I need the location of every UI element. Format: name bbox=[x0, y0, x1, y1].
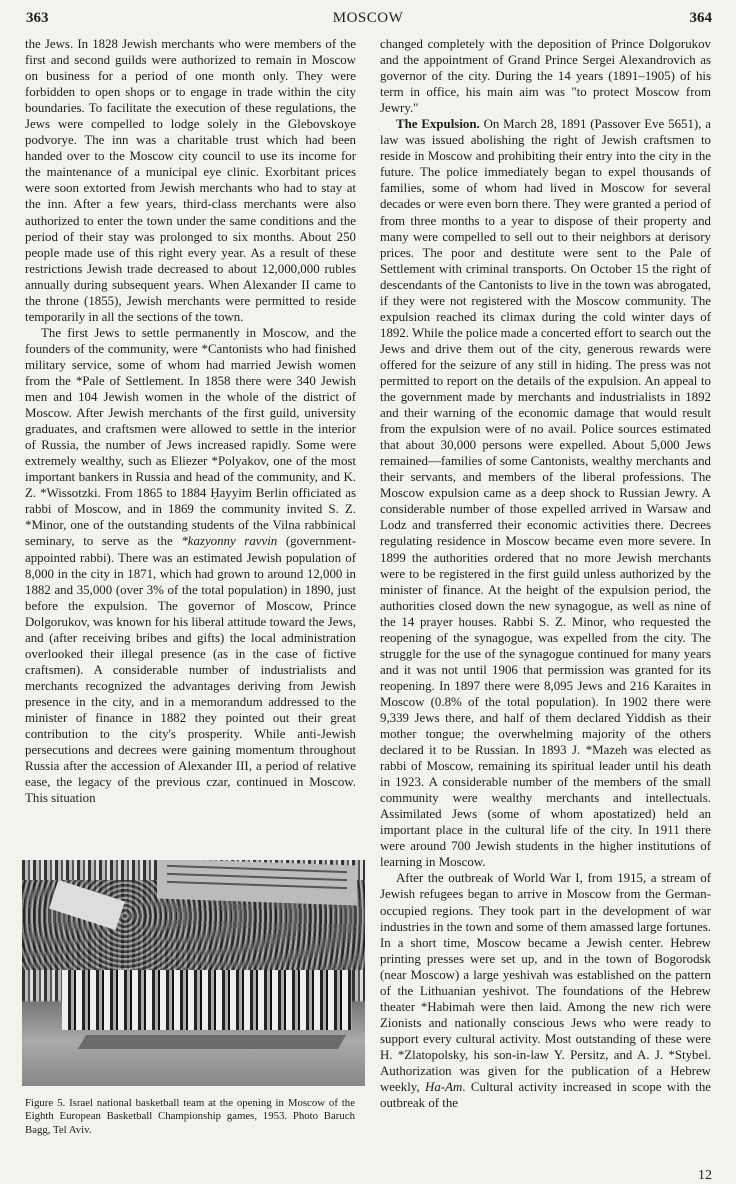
page-number-left: 363 bbox=[26, 10, 49, 26]
figure-photo bbox=[22, 860, 365, 1086]
photo-banner bbox=[157, 860, 357, 905]
paragraph: changed completely with the deposition of Prince Dolgorukov and the appointment of Grand Prince Sergei Alexandrovich as governor of the city. During the 14 years (1891–1905) of his term in office, his main aim was "to protect Moscow from Jewry." bbox=[380, 37, 711, 116]
paragraph-text: On March 28, 1891 (Passover Eve 5651), a law was issued abolishing the right of Jewish craftsmen to reside in Moscow and prohibiting their entry into the city in the future. The police immediately began to expel thousands of families, some of whom had lived in Moscow for several decades or were even born there. They were granted a period of from three months to a year to dispose of their property and many were compelled to sell out to their neighbors at derisory prices. The poor and destitute were sent to the Pale of Settlement with criminal transports. On October 15 the right of descendants of the Cantonists to live in the town was abrogated, if they were not registered with the Moscow community. The expulsion reached its climax during the cold winter days of 1892. While the police made a concerted effort to search out the Jews and drive them out of the city, generous rewards were offered for the seizure of any still in hiding. The press was not permitted to report on the details of the expulsion. An appeal to the government made by merchants and industrialists in 1892 and their warning of the economic damage that would result from the expulsion were of no avail. Police sources estimated that about 30,000 persons were expelled. About 5,000 Jews remained—families of some Cantonists, wealthy merchants and their servants, and members of the liberal professions. The Moscow expulsion came as a deep shock to Russian Jewry. A considerable number of those expelled arrived in Warsaw and Lodz and transferred their economic activities there. Decrees regulating residence in Moscow became even more severe. In 1899 the authorities ordered that no more Jewish merchants were to be registered in the first guild unless authorized by the minister of finance. At the height of the expulsion period, the authorities closed down the new synagogue, as well as nine of the 14 prayer houses. Rabbi S. Z. Minor, who requested the reopening of the synagogue, was expelled from the city. The struggle for the use of the synagogue continued for many years and it was not until 1906 that permission was granted for its reopening. In 1897 there were 8,095 Jews and 216 Karaites in Moscow (0.8% of the total population). In 1902 there were 9,339 Jews there, and half of them declared Yiddish as their mother tongue; the overwhelming majority of the others declared it to be Russian. In 1893 J. *Mazeh was elected as rabbi of Moscow, remaining its spiritual leader until his death in 1923. A considerable number of the members of the small community were wealthy merchants and intellectuals. Assimilated Jews (some of whom apostatized) held an important place in the cultural life of the city. In 1911 there were around 700 Jewish students in the higher institutions of learning in Moscow. bbox=[380, 117, 711, 870]
running-title: MOSCOW bbox=[332, 10, 404, 26]
page-number-right: 364 bbox=[689, 10, 712, 26]
paragraph-text: After the outbreak of World War I, from 1915, a stream of Jewish refugees began to arrive in Moscow from the German-occupied regions. They took part in the development of war industries in the town and some of them amassed large fortunes. In a short time, Moscow became a Jewish center. Hebrew printing presses were set up, and in the town of Bogorodsk (near Moscow) a large yeshivah was established on the pattern of the Lithuanian yeshivot. The foundations of the Hebrew theater *Habimah were then laid. Among the new rich were Zionists and nationally conscious Jews who were ready to support every cultural activity. Most outstanding of these were H. *Zlatopolsky, his son-in-law Y. Persitz, and A. J. *Stybel. Authorization was given for the publication of a Hebrew weekly, bbox=[380, 871, 711, 1095]
paragraph: the Jews. In 1828 Jewish merchants who were members of the first and second guilds were authorized to remain in Moscow on business for a period of one month only. They were forbidden to open shops or to engage in trade within the city boundaries. To facilitate the execution of these regulations, the Jews were compelled to lodge solely in the Glebovskoye podvorye. The inn was a charitable trust which had been handed over to the Moscow city council to use its income for the maintenance of a municipal eye clinic. Exorbitant prices were soon extorted from Jewish merchants who had to stay at the inn. After a few years, third-class merchants were also authorized to enter the town under the same conditions and the period of their stay was prolonged to six months. About 250 people made use of this right every year. As a result of these restrictions Jewish trade decreased to about 12,000,000 rubles annually during subsequent years. When Alexander II came to the throne (1855), Jewish merchants were permitted to reside temporarily in all the sections of the town. bbox=[25, 37, 356, 324]
italic-term: *kazyonny ravvin bbox=[181, 534, 278, 549]
signature-mark: 12 bbox=[698, 1168, 712, 1183]
left-column bbox=[25, 36, 356, 806]
photo-shadow bbox=[78, 1035, 346, 1049]
paragraph bbox=[380, 870, 711, 1111]
paragraph-text: (government-appointed rabbi). There was an estimated Jewish population of 8,000 in the city in 1871, which had grown to around 12,000 in 1882 and 35,000 (over 3% of the total population) in 1890, just before the expulsion. The governor of Moscow, Prince Dolgorukov, was known for his liberal attitude toward the Jews, and (after receiving bribes and gifts) the local administration overlooked their illegal presence (as in the case of fictive craftsmen). A considerable number of industrialists and merchants recognized the advantages deriving from Jewish presence in the city, and in a memorandum addressed to the minister of finance in 1882 they pointed out their great contribution to the city's prosperity. While anti-Jewish persecutions and decrees were gaining momentum throughout Russia after the accession of Alexander III, a period of relative ease, the legacy of the previous czar, continued in Moscow. This situation bbox=[25, 534, 356, 806]
paragraph-text: . Cultural activity increased in scope with the outbreak of the bbox=[380, 1080, 711, 1111]
paragraph bbox=[380, 116, 711, 870]
paragraph-text: The first Jews to settle permanently in Moscow, and the founders of the community, were *Cantonists who had finished military service, some of whom had married Jewish women from the *Pale of Settlement. In 1858 there were 340 Jewish men and 104 Jewish women in the whole of the district of Moscow. After Jewish merchants of the first guild, university graduates, and craftsmen were allowed to settle in the interior of Russia, the number of Jews increased rapidly. Some were extremely wealthy, such as Eliezer *Polyakov, one of the most important bankers in Russia and head of the community, and K. Z. *Wissotzki. From 1865 to 1884 Ḥayyim Berlin officiated as rabbi of Moscow, and in 1869 the community invited S. Z. *Minor, one of the outstanding students of the Vilna rabbinical seminary, to serve as the bbox=[25, 325, 356, 549]
right-column bbox=[380, 36, 711, 1111]
paragraph bbox=[25, 325, 356, 806]
figure-caption: Figure 5. Israel national basketball team at the opening in Moscow of the Eighth European Basketball Championship games, 1953. Photo Baruch Bagg, Tel Aviv. bbox=[25, 1097, 355, 1136]
section-heading: The Expulsion. bbox=[396, 117, 480, 132]
italic-title: Ha-Am bbox=[425, 1080, 463, 1095]
photo-team bbox=[62, 970, 352, 1030]
